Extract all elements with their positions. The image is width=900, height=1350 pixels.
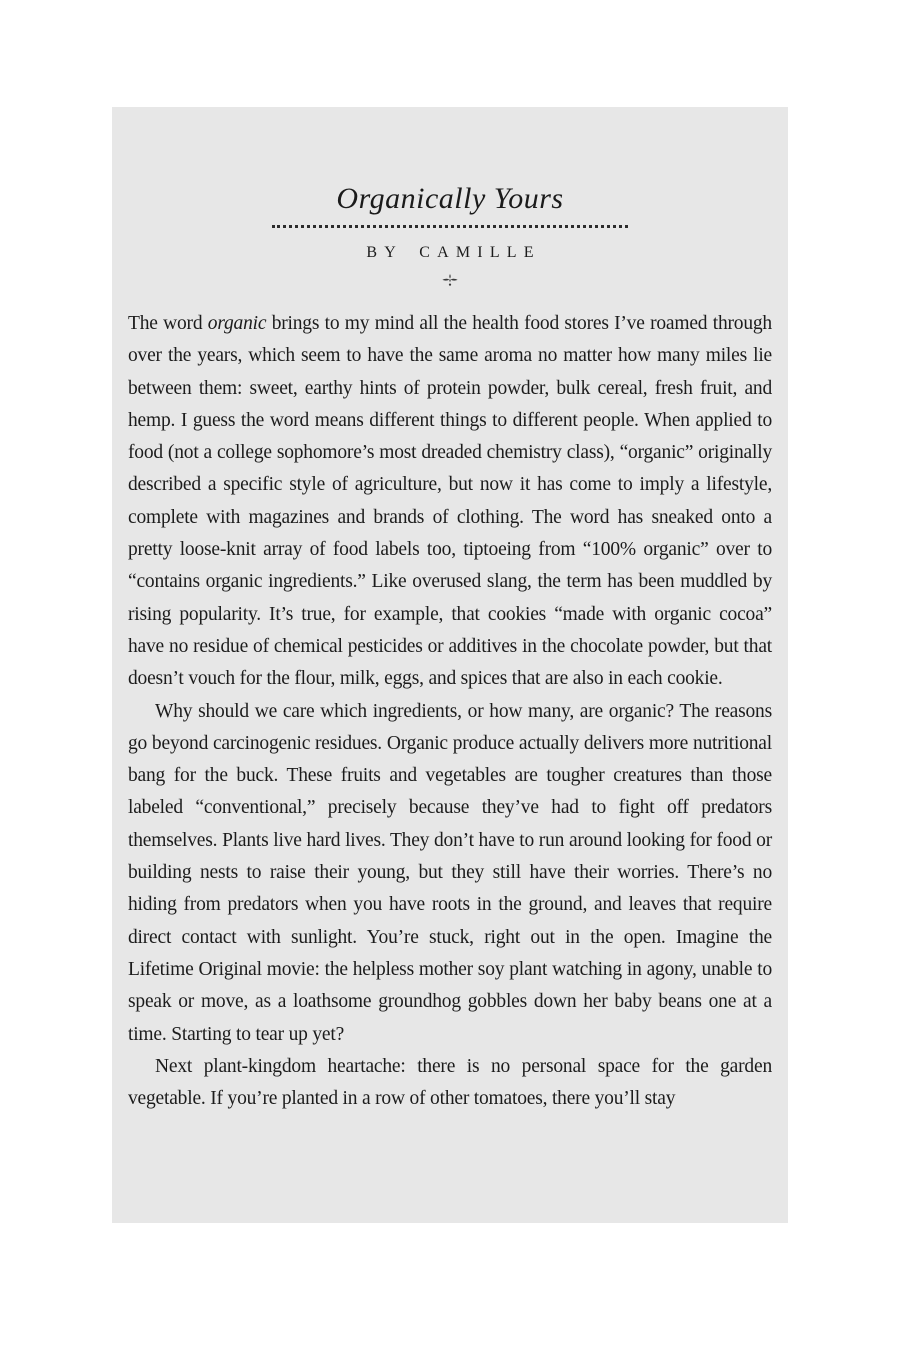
fleuron-icon	[112, 274, 788, 288]
byline: BY CAMILLE	[366, 244, 541, 261]
italic-word: organic	[207, 313, 267, 334]
paragraph-1-lead: The word	[128, 313, 208, 334]
paragraph-2: Why should we care which ingredients, or how many, are organic? The reasons go beyond carcinogenic residues. Organic produce actually delivers more nutritional bang for the buck. These fruits and vegetables are tougher creatures than those labeled “conventional,” precisely because they’ve had to fight off predators themselves. Plants live hard lives. They don’t have to run around looking for food or building nests to raise their young, but they still have their worries. There’s no hiding from predators when you have roots in the ground, and leaves that require direct contact with sunlight. You’re stuck, right out in the open. Imagine the Lifetime Original movie: the helpless mother soy plant watching in agony, unable to speak or move, as a loathsome groundhog gobbles down her baby beans one at a time. Starting to tear up yet?	[128, 700, 772, 1045]
paragraph-3: Next plant-kingdom heartache: there is no personal space for the garden vegetable. If you’re planted in a row of other tomatoes, there you’ll stay	[128, 1055, 772, 1110]
body-text	[128, 308, 772, 1115]
page-title: Organically Yours	[336, 182, 564, 215]
dotted-rule	[272, 225, 628, 228]
paragraph-1	[128, 308, 772, 696]
paragraph-1-rest: brings to my mind all the health food stores I’ve roamed through over the years, which seem to have the same aroma no matter how many miles lie between them: sweet, earthy hints of protein powder, bulk cereal, fresh fruit, and hemp. I guess the word means different things to different people. When applied to food (not a college sophomore’s most dreaded chemistry class), “organic” originally described a specific style of agriculture, but now it has come to imply a lifestyle, complete with magazines and brands of clothing. The word has sneaked onto a pretty loose-knit array of food labels too, tiptoeing from “100% organic” over to “contains organic ingredients.” Like overused slang, the term has been muddled by rising popularity. It’s true, for example, that cookies “made with organic cocoa” have no residue of chemical pesticides or additives in the chocolate powder, but that doesn’t vouch for the flour, milk, eggs, and spices that are also in each cookie.	[128, 313, 772, 690]
book-page	[112, 107, 788, 1223]
